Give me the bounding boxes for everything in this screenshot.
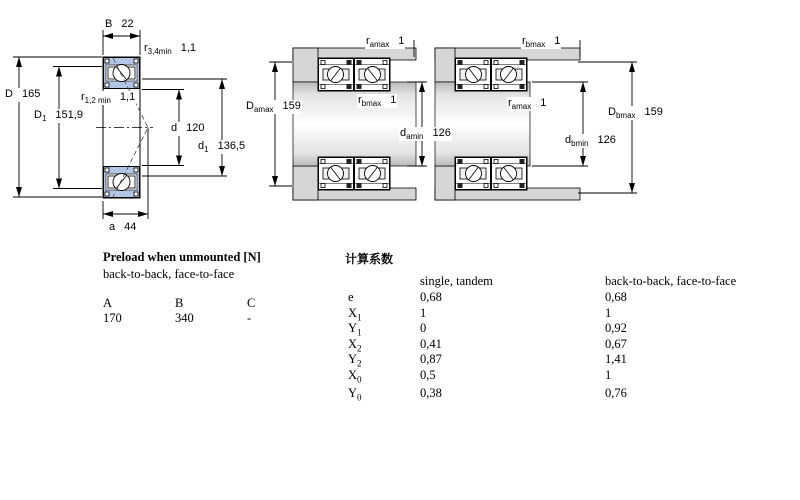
preload-col-A: A (103, 296, 113, 310)
factor-value-single: 0 (420, 321, 427, 335)
factor-row-Y0 (345, 386, 785, 402)
dim-label-rbmax-f2f: $r_{bmax}$ 1 (522, 35, 561, 50)
dim-label-Dbmax: $D_{bmax}$ 159 (608, 106, 663, 121)
factor-value-paired: 0,92 (605, 321, 627, 335)
factor-symbol: $Y_1$ (348, 321, 362, 338)
factor-symbol: $Y_0$ (348, 386, 362, 403)
dim-label-D: D 165 (4, 88, 41, 102)
dim-label-rbmax-b2b: $r_{bmax}$ 1 (358, 94, 397, 109)
factor-symbol: $Y_2$ (348, 352, 362, 369)
factor-value-paired: 0,76 (605, 386, 627, 400)
factor-row-X2 (345, 337, 785, 353)
factor-value-single: 0,41 (420, 336, 442, 351)
preload-header-row (103, 296, 333, 311)
factor-value-single: 1 (420, 305, 427, 320)
back-to-back-diagram (269, 40, 427, 200)
factors-col-single: single, tandem (420, 274, 493, 288)
factor-symbol: $X_2$ (348, 336, 362, 353)
factor-value-single: 0,68 (420, 290, 442, 304)
preload-subtitle: back-to-back, face-to-face (103, 267, 235, 281)
factor-row-X0 (345, 368, 785, 384)
factor-symbol: e (348, 290, 354, 304)
dim-label-D1: $D_1$ 151,9 (34, 109, 83, 124)
preload-col-B: B (175, 296, 184, 310)
preload-value-C: - (247, 311, 252, 325)
factors-title: 计算系数 (345, 252, 394, 266)
factor-value-single: 0,5 (420, 367, 436, 382)
factor-value-paired: 1,41 (605, 352, 627, 366)
dim-label-r12: $r_{1,2 min}$ 1,1 (81, 91, 136, 106)
dim-label-B: B 22 (104, 18, 135, 32)
preload-col-C: C (247, 296, 256, 310)
factor-value-single: 0,87 (420, 352, 442, 366)
preload-value-row (103, 311, 333, 326)
factor-symbol: $X_0$ (348, 367, 362, 384)
dim-label-d1: $d_1$ 136,5 (198, 140, 246, 155)
factors-col-paired: back-to-back, face-to-face (605, 274, 737, 288)
factor-value-paired: 0,67 (605, 336, 627, 351)
factor-symbol: $X_1$ (348, 305, 362, 322)
preload-value-A: 170 (103, 311, 122, 325)
factor-value-paired: 1 (605, 367, 612, 382)
factor-row-X1 (345, 306, 785, 322)
dim-label-ramax-b2b: $r_{amax}$ 1 (366, 35, 405, 50)
dim-label-damin: $d_{amin}$ 126 (400, 127, 451, 142)
dim-label-Damax: $D_{amax}$ 159 (246, 100, 301, 115)
factor-row-e (345, 290, 785, 306)
dim-label-r34: $r_{3,4min}$ 1,1 (144, 42, 196, 57)
preload-table (103, 250, 333, 326)
dim-label-ramax-f2f: $r_{amax}$ 1 (508, 97, 547, 112)
factor-value-single: 0,38 (420, 386, 442, 400)
factor-value-paired: 0,68 (605, 290, 627, 304)
dim-label-d: d 120 (170, 122, 205, 136)
factors-header-row (345, 274, 785, 290)
preload-title: Preload when unmounted [N] (103, 250, 261, 264)
factor-row-Y1 (345, 321, 785, 337)
preload-value-B: 340 (175, 311, 194, 325)
factor-value-paired: 1 (605, 305, 612, 320)
calculation-factors-table (345, 250, 785, 402)
dim-label-dbmin: $d_{bmin}$ 126 (565, 134, 616, 149)
dim-label-a: a 44 (108, 221, 137, 235)
factor-row-Y2 (345, 352, 785, 368)
